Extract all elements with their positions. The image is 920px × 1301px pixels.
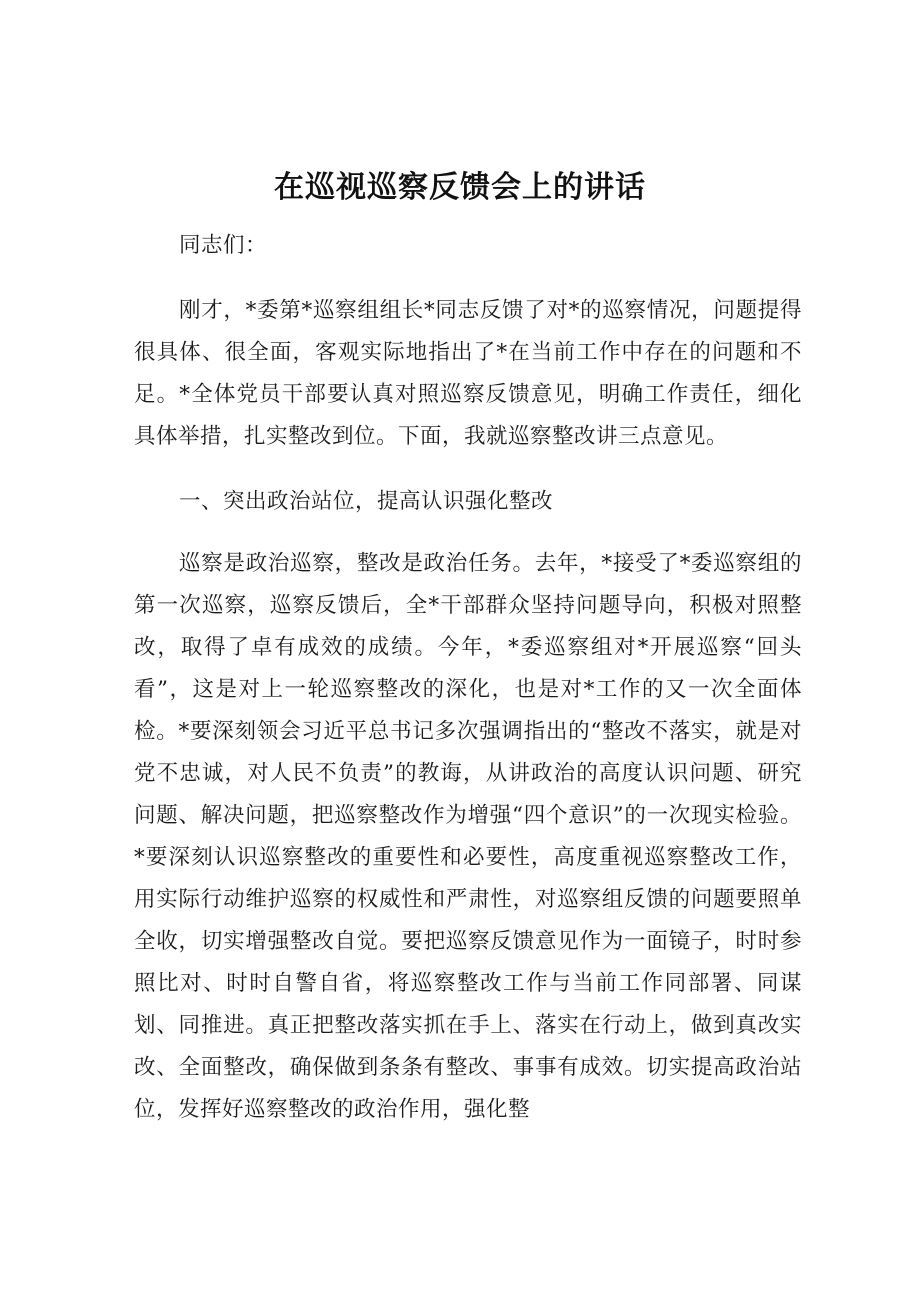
document-body	[134, 225, 802, 1131]
paragraph-opening: 刚才，*委第*巡察组组长*同志反馈了对*的巡察情况，问题提得很具体、很全面，客观实际地指出了*在当前工作中存在的问题和不足。*全体党员干部要认真对照巡察反馈意见，明确工作责任，细化具体举措，扎实整改到位。下面，我就巡察整改讲三点意见。	[134, 298, 802, 449]
document-title: 在巡视巡察反馈会上的讲话	[274, 170, 646, 205]
salutation: 同志们：	[179, 233, 268, 258]
paragraph-section-one: 巡察是政治巡察，整改是政治任务。去年，*接受了*委巡察组的第一次巡察，巡察反馈后，全*干部群众坚持问题导向，积极对照整改，取得了卓有成效的成绩。今年，*委巡察组对*开展巡察“回头看”，这是对上一轮巡察整改的深化，也是对*工作的又一次全面体检。*要深刻领会习近平总书记多次强调指出的“整改不落实，就是对党不忠诚，对人民不负责”的教诲，从讲政治的高度认识问题、研究问题、解决问题，把巡察整改作为增强“四个意识”的一次现实检验。*要深刻认识巡察整改的重要性和必要性，高度重视巡察整改工作，用实际行动维护巡察的权威性和严肃性，对巡察组反馈的问题要照单全收，切实增强整改自觉。要把巡察反馈意见作为一面镜子，时时参照比对、时时自警自省，将巡察整改工作与当前工作同部署、同谋划、同推进。真正把整改落实抓在手上、落实在行动上，做到真改实改、全面整改，确保做到条条有整改、事事有成效。切实提高政治站位，发挥好巡察整改的政治作用，强化整	[134, 551, 802, 1122]
section-heading-one: 一、突出政治站位，提高认识强化整改	[179, 489, 554, 514]
